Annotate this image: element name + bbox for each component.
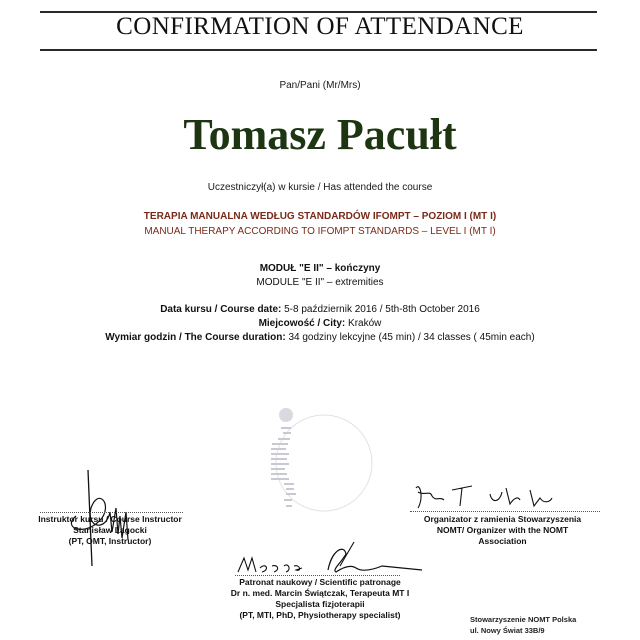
organizer-signature [410, 478, 590, 514]
patronage-block [200, 577, 440, 621]
patronage-title: Specjalista fizjoterapii [275, 599, 365, 609]
course-date-label: Data kursu / Course date: [160, 304, 282, 315]
course-title-en: MANUAL THERAPY ACCORDING TO IFOMPT STANDARDS – LEVEL I (MT I) [144, 226, 496, 237]
course-date-value: 5-8 październik 2016 / 5th-8th October 2016 [284, 304, 480, 315]
course-city-value: Kraków [348, 318, 382, 329]
patronage-credentials: (PT, MTI, PhD, Physiotherapy specialist) [239, 610, 401, 620]
organizer-signature-line [410, 511, 600, 512]
recipient-name: Tomasz Pacułt [183, 110, 457, 159]
patronage-role: Patronat naukowy / Scientific patronage [239, 577, 401, 587]
attended-line: Uczestniczył(a) w kursie / Has attended the course [207, 182, 433, 193]
footer-street: ul. Nowy Świat 33B/9 [470, 626, 545, 635]
organizer-block [400, 514, 605, 547]
instructor-name: Stanisław Lagocki [73, 525, 147, 535]
organizer-line1: Organizator z ramienia Stowarzyszenia [423, 514, 582, 524]
patronage-signature [232, 540, 422, 580]
organizer-line3: Association [478, 536, 527, 546]
course-duration-value: 34 godziny lekcyjne (45 min) / 34 classes ( 45min each) [288, 332, 535, 343]
course-city-label: Miejcowość / City: [258, 318, 346, 329]
certificate-title: CONFIRMATION OF ATTENDANCE [116, 13, 524, 40]
course-city [0, 318, 640, 329]
footer-address [470, 614, 635, 636]
organizer-line2: NOMT/ Organizer with the NOMT [436, 525, 569, 535]
patronage-name: Dr n. med. Marcin Świątczak, Terapeuta MT I [230, 588, 410, 598]
bottom-rule [40, 49, 597, 51]
nomt-watermark-logo [262, 395, 372, 520]
course-title-pl: TERAPIA MANUALNA WEDŁUG STANDARDÓW IFOMPT – POZIOM I (MT I) [143, 211, 497, 222]
course-date [0, 304, 640, 315]
instructor-block [30, 514, 190, 547]
module-pl: MODUŁ "E II" – kończyny [259, 263, 381, 274]
patronage-signature-line [235, 575, 400, 576]
instructor-role: Instruktor kursu / Course Instructor [38, 514, 182, 524]
course-duration-label: Wymiar godzin / The Course duration: [105, 332, 286, 343]
instructor-credentials: (PT, OMT, Instructor) [68, 536, 152, 546]
course-duration [0, 332, 640, 343]
salutation: Pan/Pani (Mr/Mrs) [279, 80, 361, 91]
instructor-signature-line [40, 512, 183, 513]
footer-org-name: Stowarzyszenie NOMT Polska [470, 615, 577, 624]
module-en: MODULE "E II" – extremities [256, 277, 384, 288]
